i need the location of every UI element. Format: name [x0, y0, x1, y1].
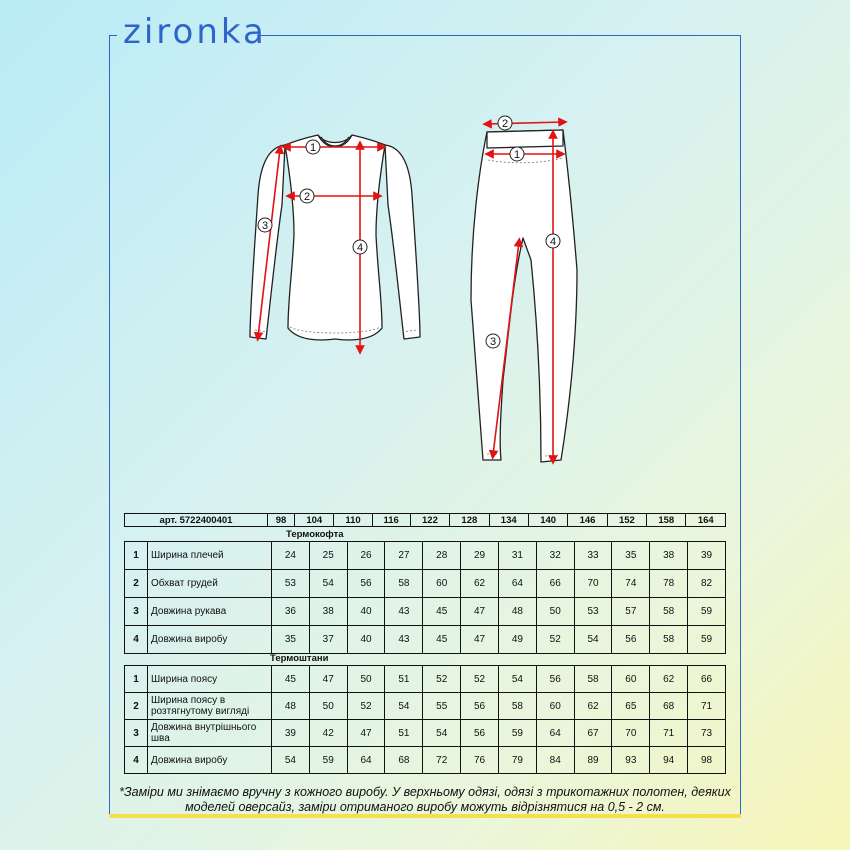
measurement-value: 58 [385, 570, 423, 598]
measurement-value: 50 [309, 693, 347, 720]
measurement-value: 68 [385, 747, 423, 774]
measurement-value: 47 [347, 720, 385, 747]
measurement-value: 38 [309, 598, 347, 626]
table-row [125, 720, 726, 747]
measurement-name: Довжина внутрішнього шва [148, 720, 272, 747]
size-cell: 164 [686, 514, 726, 527]
measurement-value: 70 [574, 570, 612, 598]
measurement-name: Ширина поясу [148, 666, 272, 693]
measurement-value: 72 [423, 747, 461, 774]
measurement-value: 36 [272, 598, 310, 626]
measurement-value: 54 [498, 666, 536, 693]
measurement-value: 32 [536, 542, 574, 570]
measurement-value: 35 [612, 542, 650, 570]
measurement-value: 45 [272, 666, 310, 693]
row-number: 2 [125, 570, 148, 598]
measurement-value: 39 [688, 542, 726, 570]
row-number: 4 [125, 747, 148, 774]
measurement-value: 58 [650, 598, 688, 626]
top-mark-4: 4 [356, 242, 364, 254]
measurement-value: 65 [612, 693, 650, 720]
size-header-table [124, 513, 726, 527]
measurement-value: 54 [385, 693, 423, 720]
measurement-value: 56 [536, 666, 574, 693]
measurement-value: 58 [498, 693, 536, 720]
measurement-value: 57 [612, 598, 650, 626]
measurement-value: 73 [688, 720, 726, 747]
top-measurements-table [124, 541, 726, 654]
size-cell: 140 [528, 514, 567, 527]
pants-mark-4: 4 [549, 236, 557, 248]
measurement-value: 56 [347, 570, 385, 598]
measurement-value: 53 [272, 570, 310, 598]
measurement-name: Довжина виробу [148, 626, 272, 654]
size-cell: 122 [410, 514, 449, 527]
table-row [125, 542, 726, 570]
measurement-value: 35 [272, 626, 310, 654]
size-cell: 116 [372, 514, 410, 527]
measurement-value: 60 [536, 693, 574, 720]
measurement-value: 62 [461, 570, 499, 598]
measurement-value: 43 [385, 598, 423, 626]
measurement-name: Довжина рукава [148, 598, 272, 626]
measurement-value: 78 [650, 570, 688, 598]
top-mark-3: 3 [261, 220, 269, 232]
pants-mark-2: 2 [501, 118, 509, 130]
measurement-value: 76 [461, 747, 499, 774]
measurement-value: 24 [272, 542, 310, 570]
measurement-value: 71 [688, 693, 726, 720]
section-title-top: Термокофта [286, 529, 344, 540]
measurement-value: 60 [612, 666, 650, 693]
measurement-name: Довжина виробу [148, 747, 272, 774]
measurement-value: 40 [347, 626, 385, 654]
size-cell: 146 [568, 514, 607, 527]
measurement-value: 37 [309, 626, 347, 654]
measurement-value: 60 [423, 570, 461, 598]
frame-top-left-edge [109, 35, 117, 36]
measurement-value: 33 [574, 542, 612, 570]
measurement-value: 43 [385, 626, 423, 654]
measurement-value: 66 [536, 570, 574, 598]
measurement-value: 50 [347, 666, 385, 693]
measurement-name: Ширина поясу в розтягнутому вигляді [148, 693, 272, 720]
measurement-value: 68 [650, 693, 688, 720]
row-number: 4 [125, 626, 148, 654]
measurement-value: 31 [498, 542, 536, 570]
measurement-value: 49 [498, 626, 536, 654]
measurement-value: 55 [423, 693, 461, 720]
pants-mark-3: 3 [489, 336, 497, 348]
row-number: 3 [125, 598, 148, 626]
measurement-value: 45 [423, 626, 461, 654]
thermo-top-sketch [240, 125, 430, 355]
measurement-value: 54 [309, 570, 347, 598]
measurement-value: 51 [385, 666, 423, 693]
pants-mark-1: 1 [513, 149, 521, 161]
thermo-pants-sketch [465, 110, 595, 472]
measurement-value: 59 [688, 626, 726, 654]
measurement-value: 82 [688, 570, 726, 598]
table-row [125, 598, 726, 626]
measurement-value: 51 [385, 720, 423, 747]
measurement-value: 64 [347, 747, 385, 774]
row-number: 1 [125, 666, 148, 693]
size-cell: 152 [607, 514, 646, 527]
section-title-pants: Термоштани [270, 653, 329, 664]
measurement-value: 39 [272, 720, 310, 747]
measurement-value: 59 [309, 747, 347, 774]
measurement-value: 56 [612, 626, 650, 654]
measurement-value: 62 [650, 666, 688, 693]
top-mark-2: 2 [303, 191, 311, 203]
measurement-value: 50 [536, 598, 574, 626]
measurement-value: 84 [536, 747, 574, 774]
size-cell: 158 [647, 514, 686, 527]
size-cell: 128 [450, 514, 489, 527]
measurement-value: 25 [309, 542, 347, 570]
table-row [125, 693, 726, 720]
measurement-value: 27 [385, 542, 423, 570]
measurement-value: 45 [423, 598, 461, 626]
measurement-value: 26 [347, 542, 385, 570]
measurement-value: 53 [574, 598, 612, 626]
measurement-value: 74 [612, 570, 650, 598]
measurement-value: 54 [272, 747, 310, 774]
measurement-value: 52 [423, 666, 461, 693]
size-cell: 134 [489, 514, 528, 527]
measurement-value: 38 [650, 542, 688, 570]
measurement-value: 66 [688, 666, 726, 693]
measurement-value: 54 [574, 626, 612, 654]
table-row [125, 747, 726, 774]
measurement-value: 58 [650, 626, 688, 654]
measurement-value: 98 [688, 747, 726, 774]
measurement-value: 89 [574, 747, 612, 774]
measurement-value: 40 [347, 598, 385, 626]
measurement-value: 29 [461, 542, 499, 570]
measurement-value: 52 [347, 693, 385, 720]
table-row [125, 570, 726, 598]
table-row [125, 626, 726, 654]
size-cell: 110 [334, 514, 372, 527]
pants-measurements-table [124, 665, 726, 774]
size-header-row [125, 514, 726, 527]
measurement-value: 59 [688, 598, 726, 626]
row-number: 2 [125, 693, 148, 720]
measurement-value: 47 [461, 598, 499, 626]
row-number: 3 [125, 720, 148, 747]
measurement-name: Обхват грудей [148, 570, 272, 598]
measurement-value: 52 [461, 666, 499, 693]
measurement-value: 67 [574, 720, 612, 747]
measurement-value: 64 [536, 720, 574, 747]
measurement-value: 48 [272, 693, 310, 720]
top-mark-1: 1 [309, 142, 317, 154]
measurement-value: 79 [498, 747, 536, 774]
size-cell: 98 [268, 514, 295, 527]
measurement-value: 93 [612, 747, 650, 774]
brand-logo: zironka [123, 12, 267, 52]
row-number: 1 [125, 542, 148, 570]
measurement-value: 28 [423, 542, 461, 570]
frame-top-right-edge [257, 35, 741, 36]
measurement-value: 58 [574, 666, 612, 693]
size-cell: 104 [295, 514, 334, 527]
measurement-value: 47 [461, 626, 499, 654]
measurement-value: 54 [423, 720, 461, 747]
measurement-value: 59 [498, 720, 536, 747]
measurement-value: 56 [461, 693, 499, 720]
measurement-note: *Заміри ми знімаємо вручну з кожного виробу. У верхньому одязі, одязі з трикотажних полотен, деяких моделей оверсайз, заміри отриманого виробу можуть відрізнятися на 0,5 - 2 см. [119, 785, 731, 814]
measurement-value: 52 [536, 626, 574, 654]
measurement-value: 94 [650, 747, 688, 774]
measurement-value: 71 [650, 720, 688, 747]
article-number: арт. 5722400401 [125, 514, 268, 527]
measurement-value: 62 [574, 693, 612, 720]
measurement-value: 70 [612, 720, 650, 747]
measurement-name: Ширина плечей [148, 542, 272, 570]
measurement-value: 48 [498, 598, 536, 626]
measurement-value: 56 [461, 720, 499, 747]
measurement-value: 64 [498, 570, 536, 598]
table-row [125, 666, 726, 693]
measurement-value: 42 [309, 720, 347, 747]
measurement-value: 47 [309, 666, 347, 693]
